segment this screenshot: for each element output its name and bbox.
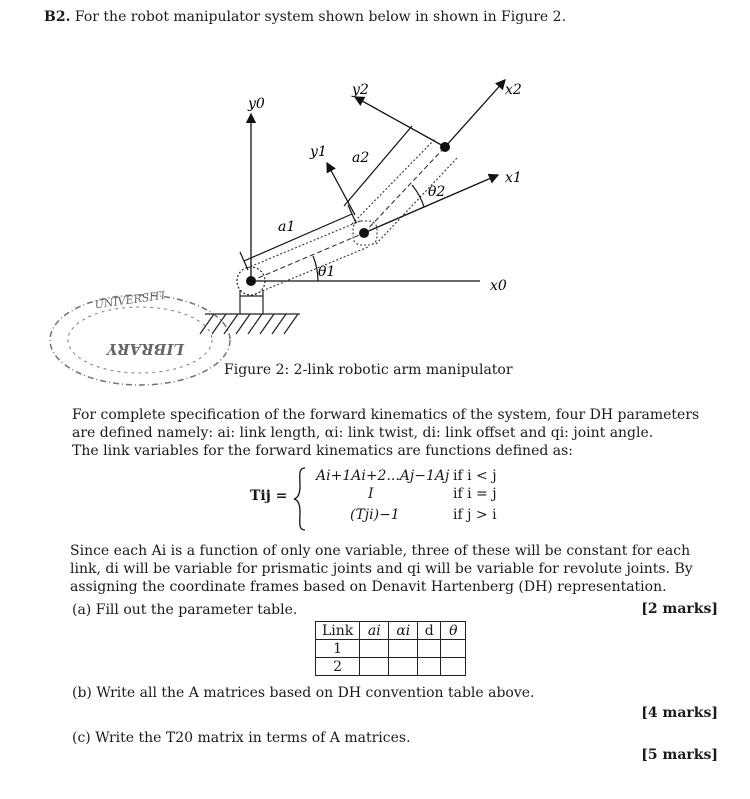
case-3-expr: (Tji)−1	[350, 507, 400, 523]
question-label: B2.	[44, 9, 71, 25]
case-1-expr: Ai+1Ai+2...Aj−1Aj	[316, 468, 450, 484]
cell-theta[interactable]	[441, 658, 466, 676]
a2-dimension	[344, 126, 412, 206]
part-c-marks: [5 marks]	[641, 747, 718, 763]
part-a	[72, 601, 297, 619]
table-header-row	[316, 622, 466, 640]
header-a: ai	[360, 622, 389, 640]
y1-axis	[327, 163, 355, 215]
label-x1: x1	[505, 170, 522, 186]
part-a-label: (a)	[72, 602, 92, 618]
label-y0: y0	[248, 96, 265, 112]
header-theta: θ	[441, 622, 466, 640]
label-y1: y1	[310, 144, 327, 160]
paragraph-line: link, di will be variable for prismatic joints and qi will be variable for revolute joints. By	[70, 561, 693, 577]
cell-a[interactable]	[360, 640, 389, 658]
dh-parameter-table	[315, 621, 466, 676]
x2-axis	[445, 80, 505, 147]
transform-equation	[250, 466, 550, 532]
joint-2	[359, 228, 369, 238]
paragraph-definitions	[72, 406, 722, 460]
cell-alpha[interactable]	[389, 640, 418, 658]
part-b-label: (b)	[72, 685, 92, 701]
paragraph-assignment	[70, 542, 720, 596]
cell-alpha[interactable]	[389, 658, 418, 676]
header-d: d	[418, 622, 441, 640]
label-theta2: θ2	[428, 184, 446, 200]
cell-link: 1	[316, 640, 360, 658]
part-b	[72, 684, 535, 702]
case-2-cond: if i = j	[453, 486, 497, 502]
label-y2: y2	[352, 82, 369, 98]
part-b-text: Write all the A matrices based on DH convention table above.	[96, 685, 535, 701]
case-2-expr: I	[368, 486, 374, 502]
paragraph-line: The link variables for the forward kinematics are functions defined as:	[72, 443, 574, 459]
label-x2: x2	[505, 82, 522, 98]
part-c-label: (c)	[72, 730, 91, 746]
table-row	[316, 658, 466, 676]
ground-hatch	[200, 314, 300, 334]
paragraph-line: are defined namely: ai: link length, αi: link twist, di: link offset and qi: joint angle.	[72, 425, 654, 441]
paragraph-line: assigning the coordinate frames based on Denavit Hartenberg (DH) representation.	[70, 579, 667, 595]
question-intro: For the robot manipulator system shown below in shown in Figure 2.	[74, 9, 567, 25]
paragraph-line: Since each Ai is a function of only one variable, three of these will be constant for each	[70, 543, 691, 559]
cell-d[interactable]	[418, 658, 441, 676]
part-a-text: Fill out the parameter table.	[95, 602, 298, 618]
table-row	[316, 640, 466, 658]
part-c	[72, 729, 411, 747]
label-x0: x0	[490, 278, 507, 294]
case-1-cond: if i < j	[453, 468, 497, 484]
label-a2: a2	[352, 150, 370, 166]
cell-link: 2	[316, 658, 360, 676]
header-link: Link	[316, 622, 360, 640]
label-theta1: θ1	[318, 264, 336, 280]
part-c-text: Write the T20 matrix in terms of A matrices.	[95, 730, 411, 746]
stamp-text-main: LIBRARY	[106, 340, 184, 358]
library-stamp	[50, 289, 230, 385]
part-b-marks: [4 marks]	[641, 705, 718, 721]
a1-dimension	[244, 214, 352, 261]
cell-a[interactable]	[360, 658, 389, 676]
header-alpha: αi	[389, 622, 418, 640]
end-effector	[440, 142, 450, 152]
stamp-text-top: UNIVERSITI	[93, 288, 167, 312]
label-a1: a1	[278, 219, 296, 235]
figure-caption: Figure 2: 2-link robotic arm manipulator	[224, 362, 513, 378]
case-3-cond: if j > i	[453, 507, 497, 523]
paragraph-line: For complete specification of the forward kinematics of the system, four DH parameters	[72, 407, 700, 423]
cell-theta[interactable]	[441, 640, 466, 658]
part-a-marks: [2 marks]	[641, 601, 718, 617]
theta2-arc	[412, 185, 424, 207]
equation-lhs: Tij =	[250, 488, 288, 504]
cell-d[interactable]	[418, 640, 441, 658]
joint-1	[246, 276, 256, 286]
left-brace	[292, 466, 308, 532]
